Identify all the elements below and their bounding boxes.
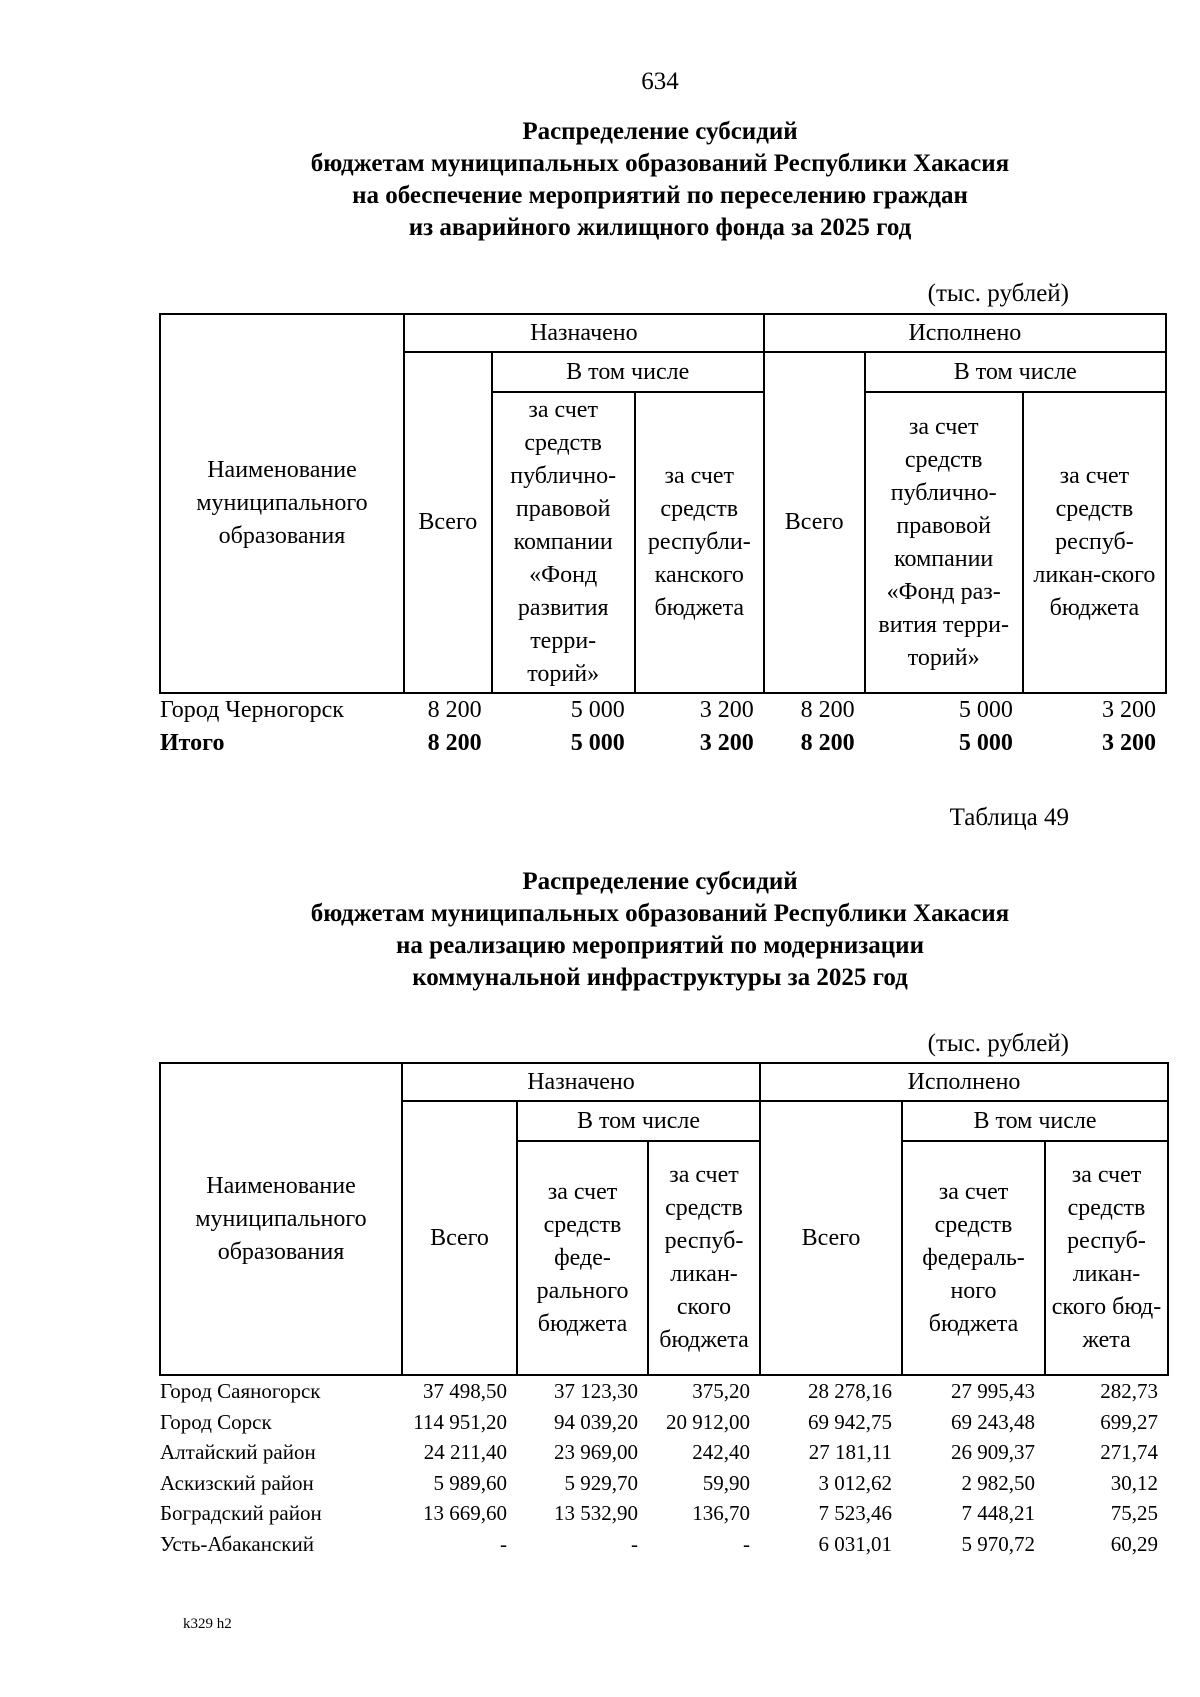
header-executed-including: В том числе [865,352,1166,392]
cell-value: 26 909,37 [951,1440,1035,1464]
cell-value: 94 039,20 [554,1409,638,1434]
cell-value: 37 498,50 [423,1379,507,1403]
cell-value: 75,25 [1110,1501,1158,1525]
cell-value: 271,74 [1100,1440,1158,1464]
cell-name: Итого [160,730,225,756]
table1 [159,313,1167,760]
cell-value: 5 929,70 [564,1470,638,1495]
cell-value: 242,40 [692,1440,750,1464]
table2-body [160,1375,1168,1559]
cell-value: 7 448,21 [961,1501,1035,1525]
header-executed-republic: за счет средств респуб-ликан-ского бюджета [1023,392,1166,693]
total-row [160,727,1166,760]
cell-value: 3 200 [699,697,754,723]
cell-value: 23 969,00 [554,1440,638,1464]
cell-value: 375,20 [692,1379,750,1403]
header-assigned: Назначено [404,314,764,352]
cell-value: 5 000 [570,730,625,756]
cell-value: 69 942,75 [808,1409,892,1434]
header-assigned-including: В том числе [517,1101,760,1141]
table-row [160,1407,1168,1438]
header-name: Наименование муниципального образования [160,1063,402,1375]
cell-value: 5 970,72 [961,1531,1035,1556]
table2-title-line: бюджетам муниципальных образований Республики Хакасия [310,900,1010,927]
table-row [160,1529,1168,1560]
table1-title-line: Распределение субсидий [522,118,798,145]
header-executed-total: Всего [764,352,865,693]
table2 [159,1062,1169,1559]
cell-name: Усть-Абаканский [160,1531,314,1556]
page-number: 634 [641,68,679,95]
header-executed: Исполнено [764,314,1166,352]
cell-value: 5 000 [958,730,1013,756]
cell-value: 20 912,00 [666,1409,750,1434]
cell-value: 30,12 [1110,1470,1158,1495]
cell-value: 24 211,40 [423,1440,507,1464]
cell-name: Город Сорск [160,1409,272,1434]
table2-title-line: коммунальной инфраструктуры за 2025 год [412,964,908,991]
cell-value: 3 200 [1102,697,1156,723]
header-assigned-republic: за счет средств респуб-ликан-ского бюджета [648,1141,760,1375]
header-name: Наименование муниципального образования [160,314,404,693]
cell-value: 28 278,16 [808,1379,892,1403]
table-row [160,1437,1168,1468]
header-executed-including: В том числе [902,1101,1168,1141]
table2-title-line: Распределение субсидий [522,868,798,895]
cell-value: 136,70 [692,1501,750,1525]
table-row [160,1468,1168,1499]
header-assigned-federal: за счет средств феде-рального бюджета [517,1141,648,1375]
cell-value: 59,90 [702,1470,750,1495]
cell-value: - [500,1531,507,1556]
cell-value: 282,73 [1100,1379,1158,1403]
cell-value: 27 995,43 [951,1379,1035,1403]
cell-value: 5 989,60 [433,1470,507,1495]
cell-value: 60,29 [1110,1531,1158,1556]
table1-title-line: бюджетам муниципальных образований Республики Хакасия [310,150,1010,177]
cell-name: Алтайский район [160,1440,316,1464]
table2-label: Таблица 49 [949,804,1069,831]
cell-value: 8 200 [427,730,482,756]
cell-value: - [631,1531,638,1556]
cell-name: Боградский район [160,1501,322,1525]
cell-value: 69 243,48 [951,1409,1035,1434]
table1-title-line: из аварийного жилищного фонда за 2025 год [408,214,912,241]
cell-value: 5 000 [958,697,1013,723]
table1-title-line: на обеспечение мероприятий по переселению граждан [352,182,968,209]
cell-value: 6 031,01 [818,1531,892,1556]
cell-value: 8 200 [800,697,855,723]
cell-value: - [743,1531,750,1556]
header-assigned-total: Всего [402,1101,517,1375]
table-row [160,1498,1168,1529]
cell-value: 5 000 [570,697,625,723]
cell-value: 2 982,50 [961,1470,1035,1495]
cell-value: 8 200 [800,730,855,756]
header-assigned-including: В том числе [492,352,764,392]
header-assigned-republic: за счет средств республи-канского бюджета [635,392,764,693]
cell-value: 7 523,46 [818,1501,892,1525]
cell-value: 3 200 [1102,730,1156,756]
cell-name: Город Саяногорск [160,1379,321,1403]
table2-title [0,866,1200,994]
cell-value: 3 012,62 [818,1470,892,1495]
cell-value: 27 181,11 [808,1440,892,1464]
header-executed-federal: за счет средств федераль-ного бюджета [902,1141,1045,1375]
header-executed-republic: за счет средств респуб-ликан-ского бюд-жета [1045,1141,1168,1375]
table1-title [0,116,1200,244]
table-row [160,1375,1168,1407]
header-assigned-total: Всего [404,352,492,693]
cell-value: 3 200 [699,730,754,756]
cell-name: Город Черногорск [160,697,344,723]
cell-value: 114 951,20 [413,1409,507,1434]
table1-unit: (тыс. рублей) [927,280,1069,307]
footer-code: k329 h2 [183,1616,232,1632]
header-assigned-fund: за счет средств публично-правовой компании «Фонд развития терри-торий» [492,392,635,693]
header-executed: Исполнено [760,1063,1168,1101]
table-row [160,693,1166,727]
header-assigned: Назначено [402,1063,760,1101]
cell-value: 13 532,90 [554,1501,638,1525]
cell-value: 37 123,30 [554,1379,638,1403]
header-executed-fund: за счет средств публично-правовой компании «Фонд раз-вития терри-торий» [865,392,1023,693]
table2-unit: (тыс. рублей) [927,1030,1069,1057]
cell-value: 699,27 [1100,1409,1158,1434]
table2-title-line: на реализацию мероприятий по модернизации [396,932,924,959]
cell-name: Аскизский район [160,1470,314,1495]
cell-value: 8 200 [427,697,482,723]
cell-value: 13 669,60 [423,1501,507,1525]
header-executed-total: Всего [760,1101,902,1375]
